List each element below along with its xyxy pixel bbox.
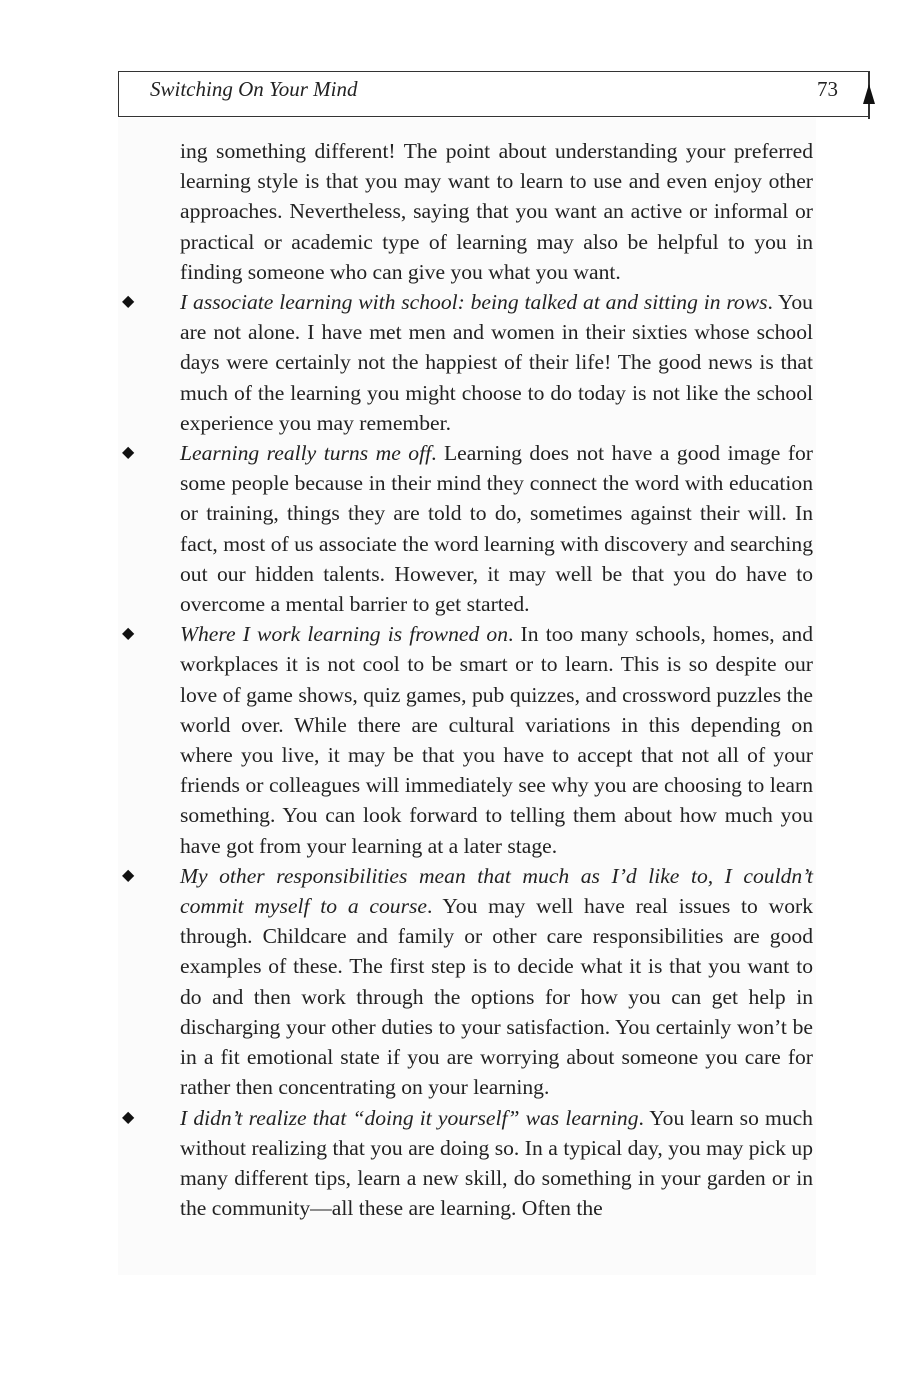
list-item xyxy=(122,861,813,1103)
item-lead: My other responsibilities mean that much as I’d like to, I couldn’t commit myself to a course xyxy=(180,863,813,919)
item-lead: I associate learning with school: being talked at and sitting in rows xyxy=(180,290,768,315)
running-header xyxy=(118,71,870,117)
list-item xyxy=(122,438,813,619)
diamond-bullet-icon: ◆ xyxy=(122,444,135,462)
list-item xyxy=(122,287,813,438)
arrow-up-icon xyxy=(863,84,875,104)
item-body: . You may well have real issues to work through. Childcare and family or other care responsibilities are good examples of these. The first step is to decide what it is that you want to do and then work through the options for how you can get help in discharging your other duties to your satisfaction. You certainly won’t be in a fit emotional state if you are worrying about someone you care for rather then concentrating on your learning. xyxy=(180,894,813,1100)
list-item xyxy=(122,1103,813,1224)
item-body: . In too many schools, homes, and workplaces it is not cool to be smart or to learn. This is so despite our love of game shows, quiz games, pub quizzes, and crossword puzzles the world over. While there are cultural variations in this depending on where you live, it may be that you have to accept that not all of your friends or colleagues will immediately see why you are choosing to learn something. You can look forward to telling them about how much you have got from your learning at a later stage. xyxy=(180,622,813,858)
item-body: . You are not alone. I have met men and women in their sixties whose school days were certainly not the happiest of their life! The good news is that much of the learning you might choose to do today is not like the school experience you may remember. xyxy=(180,290,813,435)
running-title: Switching On Your Mind xyxy=(150,77,358,101)
diamond-bullet-icon: ◆ xyxy=(122,293,135,311)
list-item xyxy=(122,619,813,861)
diamond-bullet-icon: ◆ xyxy=(122,1108,135,1126)
item-lead: I didn’t realize that “doing it yourself” was learning xyxy=(180,1105,639,1130)
diamond-bullet-icon: ◆ xyxy=(122,625,135,643)
item-body: . Learning does not have a good image for some people because in their mind they connect the word with education or training, things they are told to do, sometimes against their will. In fact, most of us associate the word learning with discovery and searching out our hidden talents. However, it may well be that you do have to overcome a mental barrier to get started. xyxy=(180,441,813,617)
body-text xyxy=(122,136,813,1223)
diamond-bullet-icon: ◆ xyxy=(122,866,135,884)
item-lead: Where I work learning is frowned on xyxy=(180,622,508,647)
item-body: . You learn so much without realizing that you are doing so. In a typical day, you may pick up many different tips, learn a new skill, do something in your garden or in the community—all these are learning. Often the xyxy=(180,1105,813,1221)
page-number: 73 xyxy=(817,77,838,101)
item-lead: Learning really turns me off xyxy=(180,441,432,466)
continuation-paragraph: ing something different! The point about understanding your preferred learning style is that you may want to learn to use and even enjoy other approaches. Nevertheless, saying that you want an active or informal or practical or academic type of learning may also be helpful to you in finding someone who can give you what you want. xyxy=(180,139,813,284)
